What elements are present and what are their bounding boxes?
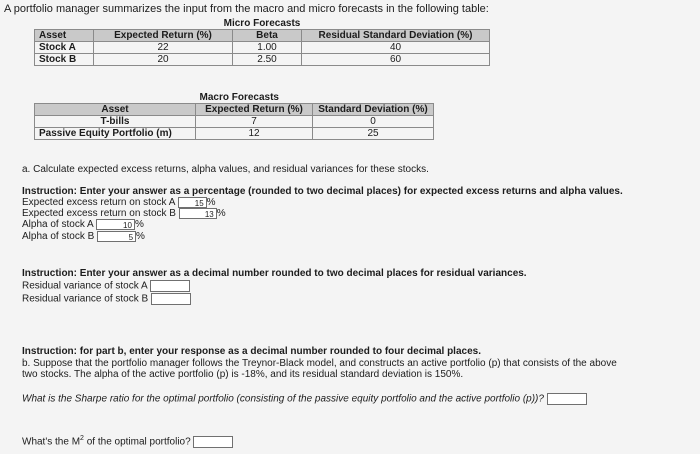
excess-return-a-input[interactable]: 15 xyxy=(178,197,207,208)
instruction-decimal: Instruction: Enter your answer as a decimal number rounded to two decimal places for residual variances. xyxy=(22,268,527,279)
alpha-a-row xyxy=(22,219,144,230)
macro-header-cell: Standard Deviation (%) xyxy=(313,104,434,116)
m2-suffix: of the optimal portfolio? xyxy=(83,436,191,448)
table-row xyxy=(35,42,490,54)
alpha-a-input[interactable]: 10 xyxy=(96,219,135,230)
alpha-b-input[interactable]: 5 xyxy=(97,231,136,242)
field-label: Alpha of stock A xyxy=(22,219,94,231)
macro-header-row xyxy=(35,104,434,116)
sharpe-ratio-row xyxy=(22,393,587,405)
m2-prefix: What's the M xyxy=(22,436,81,448)
expected-return-value: 12 xyxy=(196,128,313,140)
percent-unit: % xyxy=(136,231,145,243)
sharpe-question: What is the Sharpe ratio for the optimal portfolio (consisting of the passive equity portfolio and the active portfolio (p))? xyxy=(22,393,544,405)
micro-header-cell: Residual Standard Deviation (%) xyxy=(302,30,490,42)
field-label: Expected excess return on stock B xyxy=(22,208,176,220)
micro-header-row xyxy=(35,30,490,42)
m2-row xyxy=(22,435,233,448)
residual-variance-b-row xyxy=(22,293,191,305)
table-row xyxy=(35,128,434,140)
micro-forecasts-table xyxy=(34,18,490,66)
micro-header-cell: Asset xyxy=(35,30,94,42)
field-label: Residual variance of stock B xyxy=(22,293,149,305)
field-label: Expected excess return on stock A xyxy=(22,197,175,209)
percent-unit: % xyxy=(206,197,216,209)
micro-table-title: Micro Forecasts xyxy=(223,18,301,29)
residual-variance-a-input[interactable] xyxy=(150,280,190,292)
excess-return-b-input[interactable]: 13 xyxy=(179,208,217,219)
residual-sd-value: 60 xyxy=(302,54,490,66)
expected-return-value: 22 xyxy=(94,42,233,54)
table-row xyxy=(35,54,490,66)
intro-text: A portfolio manager summarizes the input from the macro and micro forecasts in the following table: xyxy=(4,3,489,15)
asset-name: T-bills xyxy=(35,116,196,128)
instruction-percentage: Instruction: Enter your answer as a percentage (rounded to two decimal places) for expected excess returns and alpha values. xyxy=(22,186,623,197)
excess-return-a-row xyxy=(22,197,216,208)
macro-header-cell: Asset xyxy=(35,104,196,116)
instruction-part-b: Instruction: for part b, enter your response as a decimal number rounded to four decimal places. xyxy=(22,346,481,357)
residual-variance-b-input[interactable] xyxy=(151,293,191,305)
beta-value: 1.00 xyxy=(233,42,302,54)
excess-return-b-row xyxy=(22,208,226,219)
part-b-question-line2: two stocks. The alpha of the active portfolio (p) is -18%, and its residual standard deviation is 150%. xyxy=(22,369,464,380)
macro-table-title: Macro Forecasts xyxy=(199,92,279,103)
percent-unit: % xyxy=(216,208,226,220)
part-b-question-line1: b. Suppose that the portfolio manager follows the Treynor-Black model, and constructs an active portfolio (p) that consists of the above xyxy=(22,358,617,369)
expected-return-value: 20 xyxy=(94,54,233,66)
expected-return-value: 7 xyxy=(196,116,313,128)
percent-unit: % xyxy=(134,219,144,231)
residual-sd-value: 40 xyxy=(302,42,490,54)
micro-header-cell: Beta xyxy=(233,30,302,42)
asset-name: Passive Equity Portfolio (m) xyxy=(35,128,196,140)
field-label: Alpha of stock B xyxy=(22,231,95,243)
standard-deviation-value: 25 xyxy=(313,128,434,140)
beta-value: 2.50 xyxy=(233,54,302,66)
residual-variance-a-row xyxy=(22,280,190,292)
m2-superscript: 2 xyxy=(80,435,84,442)
macro-header-cell: Expected Return (%) xyxy=(196,104,313,116)
asset-name: Stock B xyxy=(35,54,94,66)
standard-deviation-value: 0 xyxy=(313,116,434,128)
part-a-question: a. Calculate expected excess returns, alpha values, and residual variances for these stocks. xyxy=(22,164,429,175)
asset-name: Stock A xyxy=(35,42,94,54)
field-label: Residual variance of stock A xyxy=(22,280,148,292)
m2-input[interactable] xyxy=(193,436,233,448)
sharpe-ratio-input[interactable] xyxy=(547,393,587,405)
macro-forecasts-table xyxy=(34,92,434,140)
table-row xyxy=(35,116,434,128)
micro-header-cell: Expected Return (%) xyxy=(94,30,233,42)
alpha-b-row xyxy=(22,231,145,242)
